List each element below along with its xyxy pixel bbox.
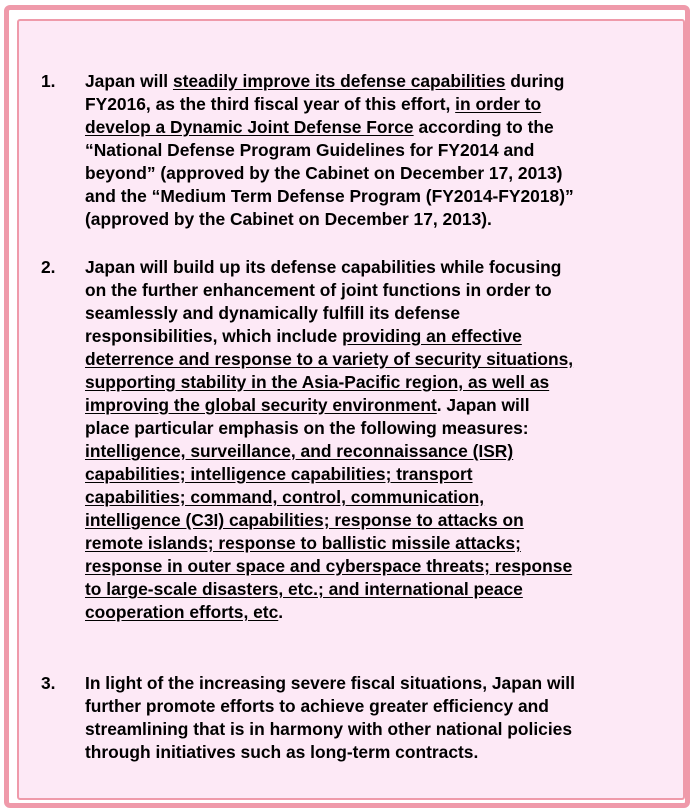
text-segment: on the further enhancement of joint functions in order to: [85, 280, 552, 300]
underlined-text: deterrence and response to a variety of security situations,: [85, 349, 574, 369]
underlined-text: in order to: [455, 94, 542, 114]
text-line: [85, 672, 666, 695]
text-line: [85, 139, 666, 162]
document-frame: [4, 5, 690, 808]
text-segment: FY2016, as the third fiscal year of this effort,: [85, 94, 456, 114]
text-segment: beyond” (approved by the Cabinet on December 17, 2013): [85, 163, 563, 183]
text-segment: Japan will: [85, 71, 173, 91]
policy-item-2: [41, 256, 666, 624]
item-number: 2.: [41, 257, 56, 277]
text-line: [85, 578, 666, 601]
text-segment: In light of the increasing severe fiscal situations, Japan will: [85, 673, 575, 693]
text-line: [85, 417, 666, 440]
text-segment: during: [505, 71, 565, 91]
text-line: [85, 93, 666, 116]
text-line: [85, 116, 666, 139]
text-line: [85, 695, 666, 718]
text-segment: “National Defense Program Guidelines for FY2014 and: [85, 140, 535, 160]
underlined-text: cooperation efforts, etc: [85, 602, 279, 622]
underlined-text: to large-scale disasters, etc.; and international peace: [85, 579, 523, 599]
item-text: [85, 70, 666, 231]
text-line: [85, 371, 666, 394]
underlined-text: response in outer space and cyberspace threats; response: [85, 556, 573, 576]
text-line: [85, 601, 666, 624]
underlined-text: supporting stability in the Asia-Pacific region, as well as: [85, 372, 550, 392]
text-segment: streamlining that is in harmony with other national policies: [85, 719, 573, 739]
underlined-text: intelligence (C3I) capabilities; response to attacks on: [85, 510, 524, 530]
text-line: [85, 440, 666, 463]
text-line: [85, 463, 666, 486]
text-segment: place particular emphasis on the following measures:: [85, 418, 529, 438]
text-segment: and the “Medium Term Defense Program (FY2014-FY2018)”: [85, 186, 574, 206]
text-line: [85, 348, 666, 371]
text-segment: according to the: [413, 117, 554, 137]
text-line: [85, 279, 666, 302]
underlined-text: intelligence, surveillance, and reconnaissance (ISR): [85, 441, 514, 461]
text-segment: further promote efforts to achieve greater efficiency and: [85, 696, 549, 716]
text-line: [85, 256, 666, 279]
text-line: [85, 325, 666, 348]
text-line: [85, 208, 666, 231]
text-line: [85, 741, 666, 764]
text-segment: through initiatives such as long-term contracts.: [85, 742, 479, 762]
document-panel: [17, 19, 685, 800]
item-text: [85, 672, 666, 764]
text-segment: . Japan will: [436, 395, 530, 415]
text-line: [85, 162, 666, 185]
policy-item-3: [41, 672, 666, 764]
text-line: [85, 555, 666, 578]
underlined-text: providing an effective: [342, 326, 522, 346]
text-line: [85, 302, 666, 325]
text-line: [85, 185, 666, 208]
item-text: [85, 256, 666, 624]
underlined-text: capabilities; command, control, communication,: [85, 487, 485, 507]
text-segment: (approved by the Cabinet on December 17, 2013).: [85, 209, 492, 229]
text-line: [85, 70, 666, 93]
text-line: [85, 718, 666, 741]
underlined-text: develop a Dynamic Joint Defense Force: [85, 117, 414, 137]
text-segment: responsibilities, which include: [85, 326, 343, 346]
text-line: [85, 509, 666, 532]
text-line: [85, 394, 666, 417]
text-segment: Japan will build up its defense capabilities while focusing: [85, 257, 562, 277]
text-segment: seamlessly and dynamically fulfill its defense: [85, 303, 461, 323]
underlined-text: remote islands; response to ballistic missile attacks;: [85, 533, 521, 553]
underlined-text: steadily improve its defense capabilities: [172, 71, 506, 91]
text-line: [85, 532, 666, 555]
underlined-text: capabilities; intelligence capabilities; transport: [85, 464, 473, 484]
underlined-text: improving the global security environment: [85, 395, 437, 415]
text-segment: .: [278, 602, 284, 622]
policy-item-1: [41, 70, 666, 231]
item-number: 1.: [41, 71, 56, 91]
item-number: 3.: [41, 673, 56, 693]
text-line: [85, 486, 666, 509]
